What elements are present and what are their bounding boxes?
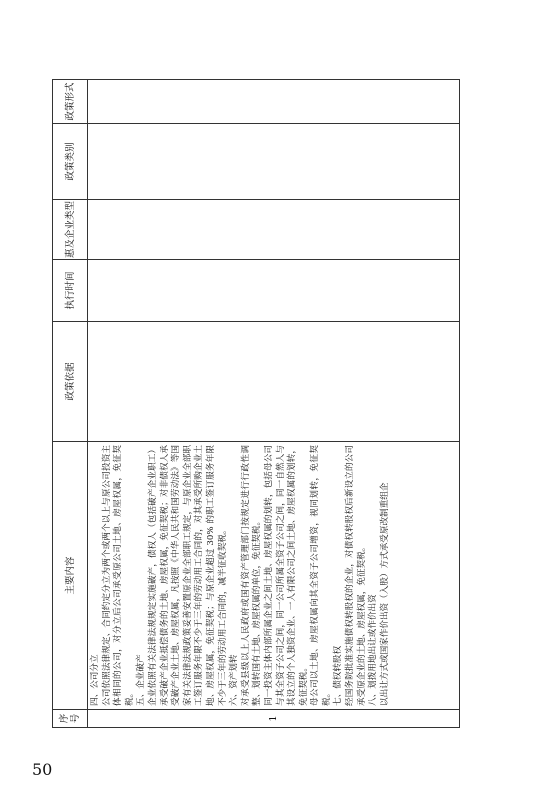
paragraph: 五、企业破产 xyxy=(136,654,147,706)
cell-enterprise-type xyxy=(88,200,460,260)
cell-main-content xyxy=(88,442,460,710)
header-policy-basis: 政策依据 xyxy=(53,322,88,442)
header-policy-category: 政策类别 xyxy=(53,124,88,200)
paragraph: 企业依照有关法律法规规定实施破产，债权人（包括破产企业职工）承受破产企业抵偿债务的土地、房屋权属，免征契税；对非债权人承受破产企业土地、房屋权属，凡按照《中华人民共和国劳动法》等国家有关法律法规政策妥善安置原企业全部职工规定，与原企业全部职工签订服务年限不少于三年的劳动用工合同的，对其承受所购企业土地、房屋权属，免征契税；与原企业超过 30% 的职工签订服务年限不少于三年的劳动用工合同的，减半征收契税。 xyxy=(147,445,228,706)
paragraph: 公司依照法律规定、合同约定分立为两个或两个以上与原公司投资主体相同的公司，对分立后公司承受原公司土地、房屋权属，免征契税。 xyxy=(101,445,135,706)
paragraph: 母公司以土地、房屋权属向其全资子公司增资，视同划转，免征契税。 xyxy=(310,445,332,706)
table-header-row xyxy=(53,80,88,728)
main-content-paragraphs xyxy=(88,442,393,709)
paragraph: 经国务院批准实施债权转股权的企业，对债权转股权后新设立的公司承受原企业的土地、房屋权属，免征契税。 xyxy=(345,445,367,706)
paragraph: 七、债权转股权 xyxy=(333,645,344,706)
cell-policy-basis xyxy=(88,322,460,442)
cell-seq: 1 xyxy=(88,710,460,728)
paragraph: 四、公司分立 xyxy=(90,654,100,706)
cell-policy-category xyxy=(88,124,460,200)
cell-execution-time xyxy=(88,260,460,322)
rotated-table-container xyxy=(52,80,460,728)
page-number: 50 xyxy=(32,760,53,779)
policy-table xyxy=(52,79,460,728)
header-main-content: 主要内容 xyxy=(53,442,88,710)
paragraph: 八、划拨用地出让或作价出资 xyxy=(368,594,379,706)
paragraph: 对承受县级以上人民政府或国有资产管理部门按规定进行行政性调整、划转国有土地、房屋权属的单位，免征契税。 xyxy=(240,445,263,706)
cell-policy-form xyxy=(88,80,460,124)
paragraph: 同一投资主体内部所属企业之间土地、房屋权属的划转，包括母公司与其全资子公司之间，同一公司所属全资子公司之间，同一自然人与其设立的个人独资企业、一人有限公司之间土地、房屋权属的划转，免征契税。 xyxy=(263,445,309,706)
header-execution-time: 执行时间 xyxy=(53,260,88,322)
header-seq: 序号 xyxy=(53,710,88,728)
header-policy-form: 政策形式 xyxy=(53,80,88,124)
paragraph: 六、资产划转 xyxy=(229,654,240,706)
paragraph: 以出让方式或国家作价出资（入股）方式承受原改制重组企 xyxy=(379,482,390,706)
table-row xyxy=(88,80,460,728)
header-enterprise-type: 惠及企业类型 xyxy=(53,200,88,260)
